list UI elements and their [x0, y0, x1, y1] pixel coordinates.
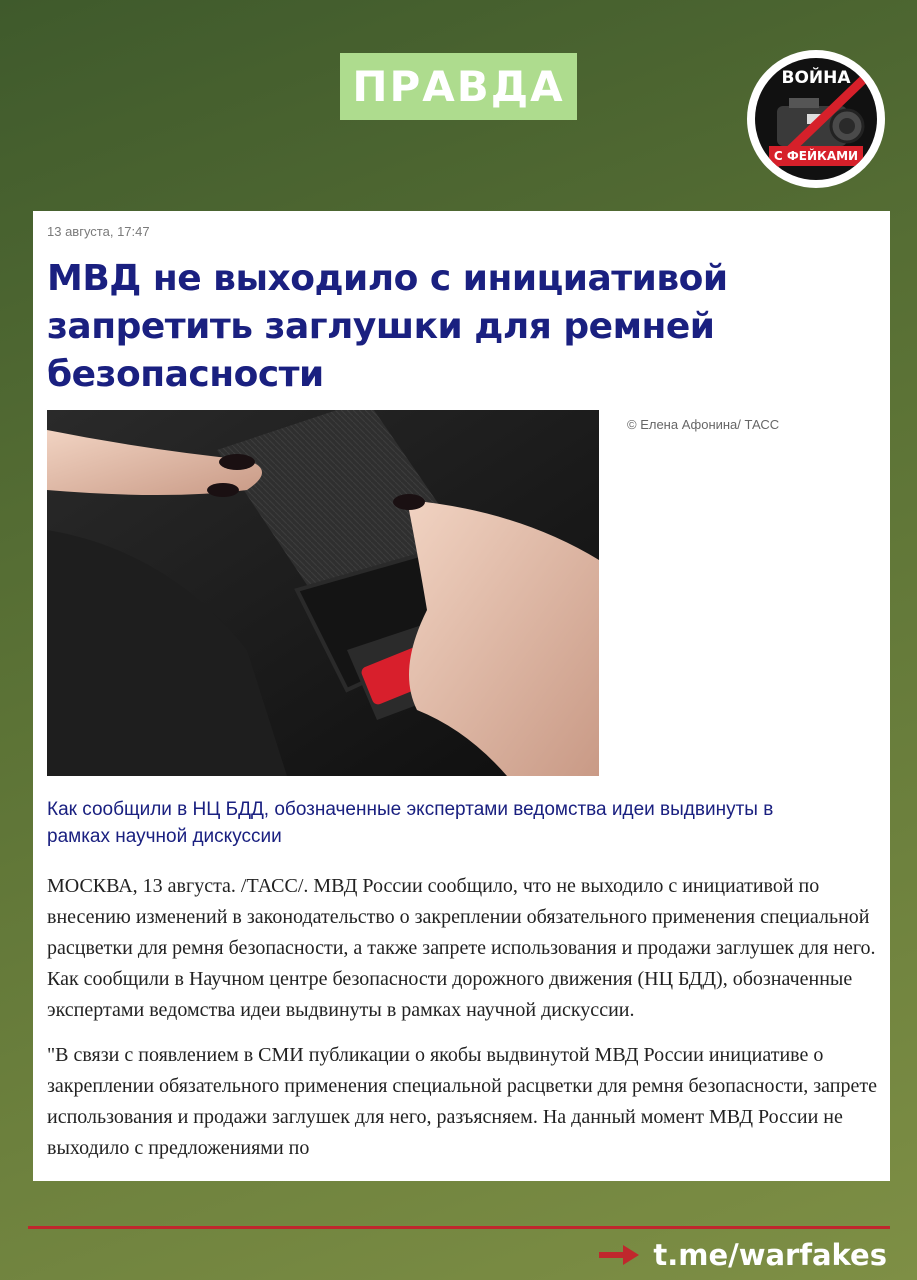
telegram-link[interactable]: t.me/warfakes	[653, 1238, 887, 1272]
footer-divider	[28, 1226, 890, 1229]
photo-credit: © Елена Афонина/ ТАСС	[627, 417, 780, 432]
logo-bottom-text: С ФЕЙКАМИ	[769, 146, 863, 166]
article-paragraph: МОСКВА, 13 августа. /ТАСС/. МВД России сообщило, что не выходило с инициативой по внесению изменений в законодательство о закреплении обязательного применения специальной расцветки для ремня безопасности, а также запрете использования и продажи заглушек для него. Как сообщили в Научном центре безопасности дорожного движения (НЦ БДД), обозначенные экспертами ведомства идеи выдвинуты в рамках научной дискуссии.	[47, 875, 876, 1021]
article-title: МВД не выходило с инициативой запретить заглушки для ремней безопасности	[47, 258, 728, 395]
article-paragraph: "В связи с появлением в СМИ публикации о якобы выдвинутой МВД России инициативе о закреплении обязательного применения специальной расцветки для ремня безопасности, запрете использования и продажи заглушек для него, разъясняем. На данный момент МВД России не выходило с предложениями по	[47, 1044, 877, 1159]
arrow-right-icon	[599, 1245, 639, 1265]
article-card	[33, 211, 890, 1181]
article-date: 13 августа, 17:47	[47, 224, 150, 239]
war-on-fakes-logo[interactable]	[747, 50, 885, 188]
footer	[599, 1238, 887, 1272]
logo-top-text: ВОЙНА	[781, 68, 851, 88]
article-body	[47, 871, 877, 1178]
pravda-badge: ПРАВДА	[340, 53, 577, 120]
article-lead: Как сообщили в НЦ БДД, обозначенные экспертами ведомства идеи выдвинуты в рамках научной дискуссии	[47, 799, 774, 847]
article-photo	[47, 410, 599, 776]
seatbelt-photo	[47, 410, 599, 776]
logo-inner	[755, 58, 877, 180]
